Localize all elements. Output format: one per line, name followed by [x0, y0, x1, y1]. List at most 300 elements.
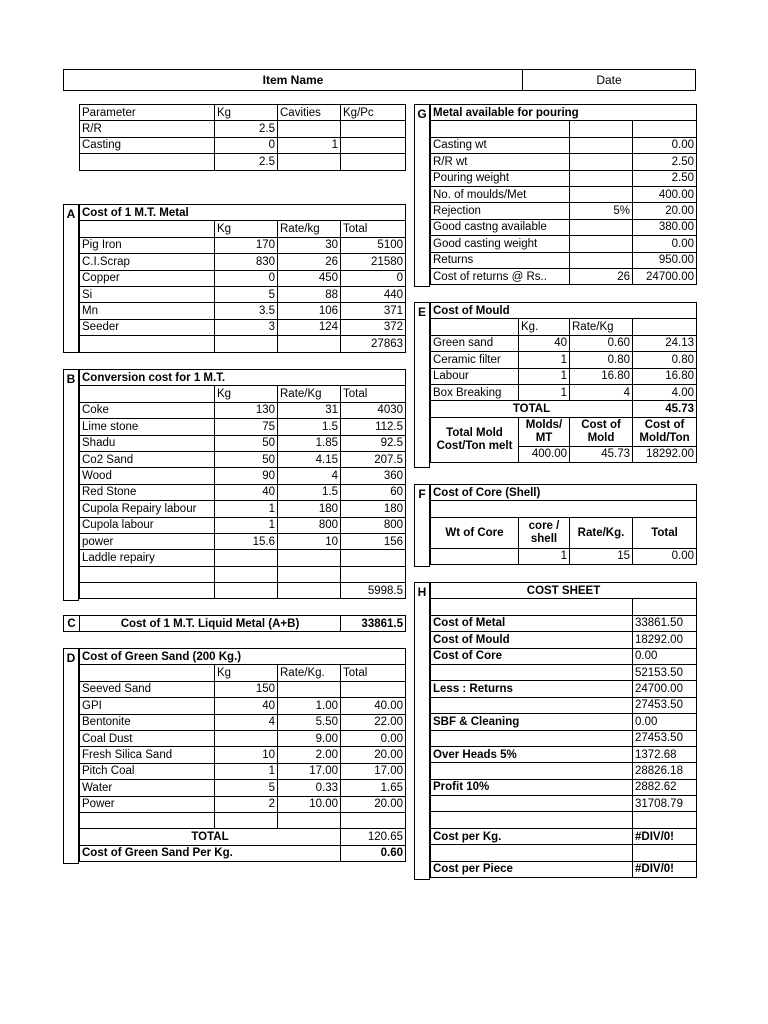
table-cell	[278, 154, 341, 170]
table-cell	[341, 812, 406, 828]
table-cell	[215, 583, 278, 599]
table-cell: SBF & Cleaning	[431, 714, 633, 730]
section-h-table	[430, 582, 697, 878]
table-row	[431, 401, 697, 417]
table-cell: Cupola Repairy labour	[80, 501, 215, 517]
table-cell: 0.60	[570, 335, 633, 351]
table-cell: Coal Dust	[80, 730, 215, 746]
table-cell: Cost of Metal	[431, 615, 633, 631]
table-row	[431, 714, 697, 730]
table-cell: 0.33	[278, 780, 341, 796]
table-header: Wt of Core	[431, 517, 519, 548]
table-row	[80, 566, 406, 582]
table-cell: 1	[519, 548, 570, 564]
table-cell: Laddle repairy	[80, 550, 215, 566]
table-cell: 5	[215, 780, 278, 796]
table-cell: 1.85	[278, 435, 341, 451]
table-cell	[278, 121, 341, 137]
table-cell: 4	[278, 468, 341, 484]
table-cell: 40	[215, 484, 278, 500]
table-cell	[431, 664, 633, 680]
table-row	[80, 286, 406, 302]
table-cell: Box Breaking	[431, 384, 519, 400]
table-cell: 1.65	[341, 780, 406, 796]
table-cell: 180	[278, 501, 341, 517]
table-cell: Water	[80, 780, 215, 796]
table-row	[431, 303, 697, 319]
table-cell: 0.00	[633, 548, 697, 564]
table-cell: Good casting weight	[431, 236, 570, 252]
section-h-title: COST SHEET	[431, 583, 697, 599]
table-cell: 112.5	[341, 419, 406, 435]
table-cell	[215, 812, 278, 828]
table-cell	[278, 336, 341, 352]
table-cell: 1	[215, 517, 278, 533]
table-cell: 800	[278, 517, 341, 533]
section-c-label: Cost of 1 M.T. Liquid Metal (A+B)	[80, 616, 341, 632]
table-cell: 4	[215, 714, 278, 730]
table-cell	[341, 550, 406, 566]
table-cell: 88	[278, 286, 341, 302]
section-e-table	[430, 302, 697, 463]
table-row	[80, 747, 406, 763]
table-header: Parameter	[80, 105, 215, 121]
table-cell: 60	[341, 484, 406, 500]
table-row	[80, 435, 406, 451]
table-cell: 50	[215, 435, 278, 451]
table-cell: 170	[215, 237, 278, 253]
table-cell: 33861.50	[633, 615, 697, 631]
table-cell: 1.00	[278, 698, 341, 714]
section-a-table	[79, 204, 406, 353]
table-cell: 2.50	[633, 170, 697, 186]
table-cell: 26	[278, 254, 341, 270]
table-cell: R/R wt	[431, 154, 570, 170]
table-cell: 50	[215, 451, 278, 467]
table-row	[431, 697, 697, 713]
parameters-table	[79, 104, 406, 171]
table-cell	[431, 697, 633, 713]
table-row	[431, 501, 697, 517]
table-row	[80, 105, 406, 121]
table-row	[431, 105, 697, 121]
table-cell: 2.50	[633, 154, 697, 170]
table-cell: 21580	[341, 254, 406, 270]
table-cell: Cupola labour	[80, 517, 215, 533]
table-cell	[215, 336, 278, 352]
table-cell: 180	[341, 501, 406, 517]
table-row	[80, 829, 406, 845]
table-row	[80, 796, 406, 812]
item-name-label: Item Name	[64, 70, 523, 90]
table-cell: 4030	[341, 402, 406, 418]
table-cell	[570, 154, 633, 170]
table-cell	[431, 730, 633, 746]
table-cell: 40	[519, 335, 570, 351]
table-cell: power	[80, 533, 215, 549]
table-cell: #DIV/0!	[633, 861, 697, 877]
section-b-title: Conversion cost for 1 M.T.	[80, 370, 406, 386]
table-cell: 0.00	[633, 714, 697, 730]
table-cell: 400.00	[519, 446, 570, 462]
table-header: core / shell	[519, 517, 570, 548]
table-cell: 17.00	[341, 763, 406, 779]
table-cell: 10	[278, 533, 341, 549]
table-row	[431, 599, 697, 615]
table-row	[431, 137, 697, 153]
section-f-table	[430, 484, 697, 565]
table-row	[80, 484, 406, 500]
table-cell	[215, 550, 278, 566]
table-cell: 0.00	[633, 648, 697, 664]
table-cell: 31708.79	[633, 796, 697, 812]
table-row	[431, 121, 697, 137]
table-header: Rate/Kg	[570, 319, 633, 335]
table-cell: Profit 10%	[431, 779, 633, 795]
table-cell: Over Heads 5%	[431, 746, 633, 762]
table-cell: 130	[215, 402, 278, 418]
table-row	[80, 336, 406, 352]
table-cell: 22.00	[341, 714, 406, 730]
table-cell: 1372.68	[633, 746, 697, 762]
table-row	[431, 583, 697, 599]
table-header: Kg	[215, 105, 278, 121]
table-cell: 24.13	[633, 335, 697, 351]
table-cell	[570, 170, 633, 186]
table-cell: Labour	[431, 368, 519, 384]
table-row	[431, 319, 697, 335]
table-cell: 124	[278, 319, 341, 335]
table-cell: 380.00	[633, 219, 697, 235]
table-cell: 45.73	[570, 446, 633, 462]
table-cell: No. of moulds/Met	[431, 186, 570, 202]
table-cell: 75	[215, 419, 278, 435]
section-c-value: 33861.5	[341, 616, 406, 632]
table-header	[80, 665, 215, 681]
table-row	[431, 417, 697, 446]
table-header: Rate/Kg	[278, 386, 341, 402]
table-cell: 450	[278, 270, 341, 286]
section-e-letter: E	[414, 302, 430, 468]
table-cell: 2.5	[215, 154, 278, 170]
table-cell: 156	[341, 533, 406, 549]
table-row	[431, 861, 697, 877]
table-row	[80, 205, 406, 221]
table-cell	[80, 336, 215, 352]
table-cell: 16.80	[570, 368, 633, 384]
table-cell	[215, 566, 278, 582]
table-row	[80, 386, 406, 402]
table-row	[80, 270, 406, 286]
table-cell: Pitch Coal	[80, 763, 215, 779]
table-cell: Si	[80, 286, 215, 302]
table-row	[431, 648, 697, 664]
table-cell: 92.5	[341, 435, 406, 451]
table-row	[431, 485, 697, 501]
table-row	[431, 632, 697, 648]
table-row	[431, 796, 697, 812]
table-cell	[431, 845, 633, 861]
table-row	[80, 812, 406, 828]
table-header: Molds/ MT	[519, 417, 570, 446]
table-cell	[278, 681, 341, 697]
table-cell: Good castng available	[431, 219, 570, 235]
table-cell	[431, 812, 633, 828]
section-g-table	[430, 104, 697, 285]
table-cell: 0.00	[341, 730, 406, 746]
table-cell: Copper	[80, 270, 215, 286]
table-cell: 27453.50	[633, 697, 697, 713]
table-row	[431, 170, 697, 186]
table-row	[431, 203, 697, 219]
table-cell: Coke	[80, 402, 215, 418]
section-d-total-label: TOTAL	[80, 829, 341, 845]
table-row	[431, 548, 697, 564]
table-cell	[431, 763, 633, 779]
table-cell: 360	[341, 468, 406, 484]
table-cell	[570, 252, 633, 268]
table-cell: Rejection	[431, 203, 570, 219]
table-cell	[80, 583, 215, 599]
table-row	[64, 616, 406, 632]
table-cell: Co2 Sand	[80, 451, 215, 467]
table-cell	[431, 501, 697, 517]
table-cell: 5%	[570, 203, 633, 219]
table-row	[431, 352, 697, 368]
table-row	[80, 468, 406, 484]
table-row	[431, 746, 697, 762]
table-cell: 2.5	[215, 121, 278, 137]
table-cell: 0	[215, 270, 278, 286]
table-header: Cost of Mold/Ton	[633, 417, 697, 446]
table-cell	[431, 796, 633, 812]
table-header: Total	[341, 386, 406, 402]
table-row	[80, 714, 406, 730]
table-header: Rate/Kg.	[570, 517, 633, 548]
table-cell: Red Stone	[80, 484, 215, 500]
table-row	[80, 501, 406, 517]
table-cell: 5	[215, 286, 278, 302]
table-cell: 24700.00	[633, 268, 697, 284]
table-header: Kg	[215, 665, 278, 681]
table-cell: Returns	[431, 252, 570, 268]
table-cell: 0.00	[633, 236, 697, 252]
table-cell: 90	[215, 468, 278, 484]
table-cell: Shadu	[80, 435, 215, 451]
table-cell	[278, 583, 341, 599]
table-row	[431, 845, 697, 861]
table-cell: 150	[215, 681, 278, 697]
table-cell: 18292.00	[633, 632, 697, 648]
table-row	[80, 221, 406, 237]
table-row	[80, 550, 406, 566]
table-cell: 2882.62	[633, 779, 697, 795]
table-cell: 15	[570, 548, 633, 564]
table-row	[80, 451, 406, 467]
table-row	[80, 370, 406, 386]
table-row	[431, 252, 697, 268]
table-cell: Wood	[80, 468, 215, 484]
table-cell	[570, 121, 633, 137]
table-row	[80, 780, 406, 796]
section-e-mold-label: Total Mold Cost/Ton melt	[431, 417, 519, 462]
table-cell: 0.80	[570, 352, 633, 368]
table-row	[80, 237, 406, 253]
table-cell: 1.5	[278, 419, 341, 435]
table-cell: Power	[80, 796, 215, 812]
table-cell: 106	[278, 303, 341, 319]
table-header: Kg/Pc	[341, 105, 406, 121]
table-cell: 24700.00	[633, 681, 697, 697]
table-cell: 31	[278, 402, 341, 418]
table-header	[633, 319, 697, 335]
table-row	[80, 137, 406, 153]
table-cell: 15.6	[215, 533, 278, 549]
section-a-title: Cost of 1 M.T. Metal	[80, 205, 406, 221]
table-cell: 52153.50	[633, 664, 697, 680]
table-row	[431, 615, 697, 631]
section-d-table	[79, 648, 406, 862]
table-cell: C.I.Scrap	[80, 254, 215, 270]
table-header: Rate/kg	[278, 221, 341, 237]
table-cell: Cost of Mould	[431, 632, 633, 648]
table-cell: 2.00	[278, 747, 341, 763]
table-row	[80, 845, 406, 861]
section-d-title: Cost of Green Sand (200 Kg.)	[80, 649, 406, 665]
table-row	[431, 219, 697, 235]
table-cell	[570, 137, 633, 153]
table-cell: 40	[215, 698, 278, 714]
table-cell: 0	[215, 137, 278, 153]
table-cell: 4.00	[633, 384, 697, 400]
table-cell: R/R	[80, 121, 215, 137]
table-cell	[633, 812, 697, 828]
table-cell: 3.5	[215, 303, 278, 319]
table-cell: 17.00	[278, 763, 341, 779]
table-cell: #DIV/0!	[633, 828, 697, 844]
table-cell	[80, 154, 215, 170]
table-cell	[570, 186, 633, 202]
table-row	[80, 254, 406, 270]
table-row	[431, 268, 697, 284]
table-row	[431, 236, 697, 252]
table-row	[80, 665, 406, 681]
table-row	[431, 763, 697, 779]
table-cell: Lime stone	[80, 419, 215, 435]
table-row	[431, 730, 697, 746]
section-e-total-value: 45.73	[633, 401, 697, 417]
table-cell: 1	[278, 137, 341, 153]
table-cell	[633, 599, 697, 615]
section-a-letter: A	[63, 204, 79, 353]
table-cell: 16.80	[633, 368, 697, 384]
table-header	[80, 221, 215, 237]
header-bar	[63, 69, 696, 91]
table-cell	[633, 845, 697, 861]
table-cell: 9.00	[278, 730, 341, 746]
table-cell: Cost per Kg.	[431, 828, 633, 844]
table-row	[80, 583, 406, 599]
table-cell: 950.00	[633, 252, 697, 268]
section-b-table	[79, 369, 406, 599]
table-cell: 18292.00	[633, 446, 697, 462]
table-cell: 27453.50	[633, 730, 697, 746]
table-row	[80, 533, 406, 549]
table-cell: Casting wt	[431, 137, 570, 153]
table-cell: Seeved Sand	[80, 681, 215, 697]
table-row	[80, 402, 406, 418]
table-cell: 4.15	[278, 451, 341, 467]
section-f-letter: F	[414, 484, 430, 567]
table-cell: 10	[215, 747, 278, 763]
table-row	[431, 154, 697, 170]
table-cell: Pig Iron	[80, 237, 215, 253]
table-cell	[278, 550, 341, 566]
table-header: Total	[341, 221, 406, 237]
table-row	[80, 319, 406, 335]
table-header: Cavities	[278, 105, 341, 121]
table-cell: 1	[519, 384, 570, 400]
section-b-letter: B	[63, 369, 79, 601]
table-cell: 1	[215, 501, 278, 517]
section-f-title: Cost of Core (Shell)	[431, 485, 697, 501]
table-row	[431, 681, 697, 697]
table-cell: Fresh Silica Sand	[80, 747, 215, 763]
table-header: Total	[633, 517, 697, 548]
table-row	[431, 828, 697, 844]
table-cell	[80, 566, 215, 582]
table-header	[431, 319, 519, 335]
table-cell: 207.5	[341, 451, 406, 467]
section-d-letter: D	[63, 648, 79, 864]
table-cell: Less : Returns	[431, 681, 633, 697]
section-e-title: Cost of Mould	[431, 303, 697, 319]
table-cell: 2	[215, 796, 278, 812]
table-cell	[633, 121, 697, 137]
table-row	[431, 812, 697, 828]
table-cell: Seeder	[80, 319, 215, 335]
table-cell: 20.00	[341, 747, 406, 763]
table-cell: 28826.18	[633, 763, 697, 779]
table-cell	[341, 121, 406, 137]
table-header: Total	[341, 665, 406, 681]
table-row	[80, 698, 406, 714]
section-d-per-kg-label: Cost of Green Sand Per Kg.	[80, 845, 341, 861]
table-cell	[341, 154, 406, 170]
table-cell	[341, 681, 406, 697]
table-cell	[431, 121, 570, 137]
table-header: Kg	[215, 386, 278, 402]
table-header	[80, 386, 215, 402]
table-cell: 26	[570, 268, 633, 284]
table-row	[431, 335, 697, 351]
table-cell: Cost of Core	[431, 648, 633, 664]
table-cell	[80, 812, 215, 828]
table-cell	[570, 236, 633, 252]
table-cell: 1	[519, 352, 570, 368]
table-cell: Pouring weight	[431, 170, 570, 186]
section-g-title: Metal available for pouring	[431, 105, 697, 121]
date-label: Date	[596, 73, 622, 87]
table-cell	[341, 566, 406, 582]
table-cell: 400.00	[633, 186, 697, 202]
table-cell: 0.00	[633, 137, 697, 153]
table-row	[431, 186, 697, 202]
table-cell: 5.50	[278, 714, 341, 730]
table-row	[80, 154, 406, 170]
table-cell: 0	[341, 270, 406, 286]
table-row	[431, 517, 697, 548]
